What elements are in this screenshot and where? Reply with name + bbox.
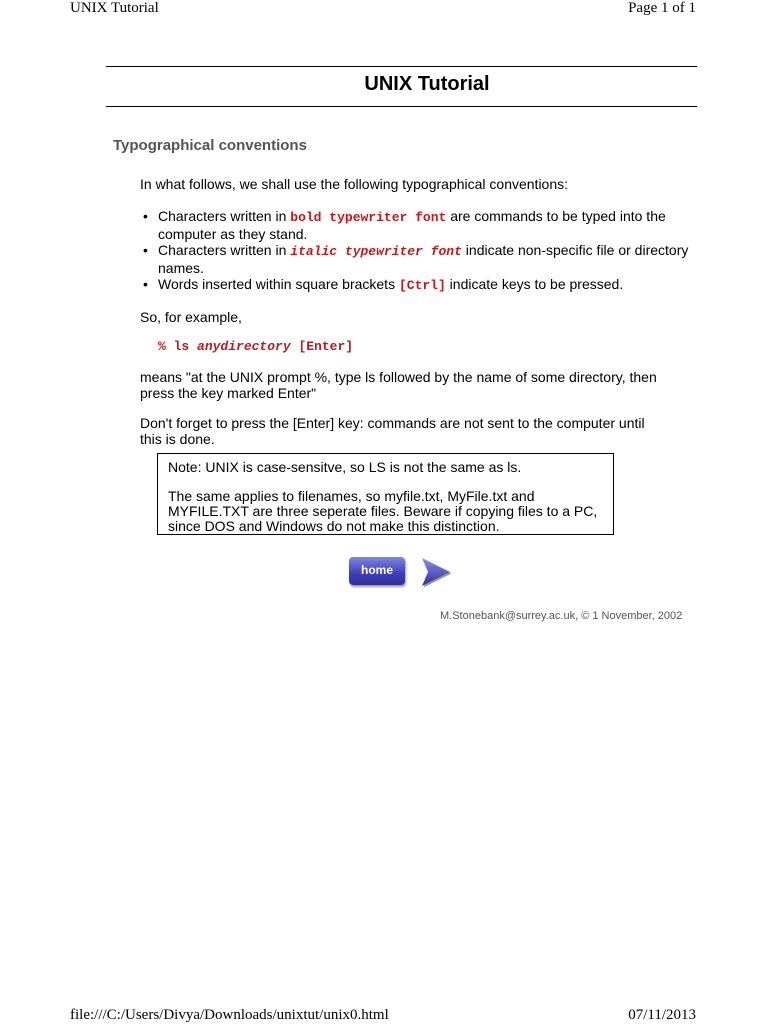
bold-typewriter-sample: bold typewriter font <box>290 210 447 225</box>
example-directory: anydirectory <box>197 339 291 354</box>
example-intro: So, for example, <box>140 309 242 325</box>
note-line-1: Note: UNIX is case-sensitve, so LS is not the same as ls. <box>168 459 522 475</box>
print-header <box>70 0 696 18</box>
home-button[interactable]: home <box>349 557 405 585</box>
print-header-title: UNIX Tutorial <box>70 0 159 16</box>
list-item <box>140 208 698 242</box>
case-sensitivity-note <box>157 453 614 535</box>
note-line-2: The same applies to filenames, so myfile.txt, MyFile.txt and MYFILE.TXT are three seperate files. Beware if copying files to a PC, since DOS and Windows do not make this distinction. <box>168 488 598 534</box>
page-title: UNIX Tutorial <box>364 73 490 95</box>
title-rule-bottom <box>106 106 697 107</box>
print-footer-date: 07/11/2013 <box>628 1007 696 1023</box>
explanation-text: means "at the UNIX prompt %, type ls followed by the name of some directory, then press the key marked Enter" <box>140 369 657 401</box>
reminder-text: Don't forget to press the [Enter] key: commands are not sent to the computer until this is done. <box>140 415 645 447</box>
tutorial-content <box>140 176 700 447</box>
bullet-text-after: indicate non-specific file or directory names. <box>158 242 689 276</box>
bullet-text-before: Characters written in <box>158 208 291 224</box>
example-prompt: % ls <box>158 339 198 354</box>
print-footer <box>70 1007 696 1025</box>
list-item <box>140 242 698 276</box>
bullet-text-before: Words inserted within square brackets <box>158 276 399 292</box>
print-header-page-number: Page 1 of 1 <box>628 0 696 16</box>
intro-text: In what follows, we shall use the following typographical conventions: <box>140 176 569 192</box>
print-footer-path: file:///C:/Users/Divya/Downloads/unixtut/unix0.html <box>70 1007 389 1023</box>
key-sample: [Ctrl] <box>398 278 446 293</box>
conventions-list <box>140 208 700 294</box>
list-item <box>140 276 698 294</box>
section-heading: Typographical conventions <box>113 137 307 154</box>
italic-typewriter-sample: italic typewriter font <box>290 244 462 259</box>
bullet-icon: • <box>143 242 148 258</box>
bullet-icon: • <box>143 276 148 292</box>
bullet-text-before: Characters written in <box>158 242 291 258</box>
example-key: [Enter] <box>290 339 354 354</box>
next-arrow-icon[interactable] <box>419 556 453 588</box>
title-rule-top <box>106 66 697 67</box>
bullet-icon: • <box>143 208 148 224</box>
bullet-text-after: are commands to be typed into the computer as they stand. <box>158 208 666 242</box>
example-command <box>158 339 700 355</box>
author-credit: M.Stonebank@surrey.ac.uk, © 1 November, 2002 <box>440 610 683 622</box>
bullet-text-after: indicate keys to be pressed. <box>445 276 624 292</box>
